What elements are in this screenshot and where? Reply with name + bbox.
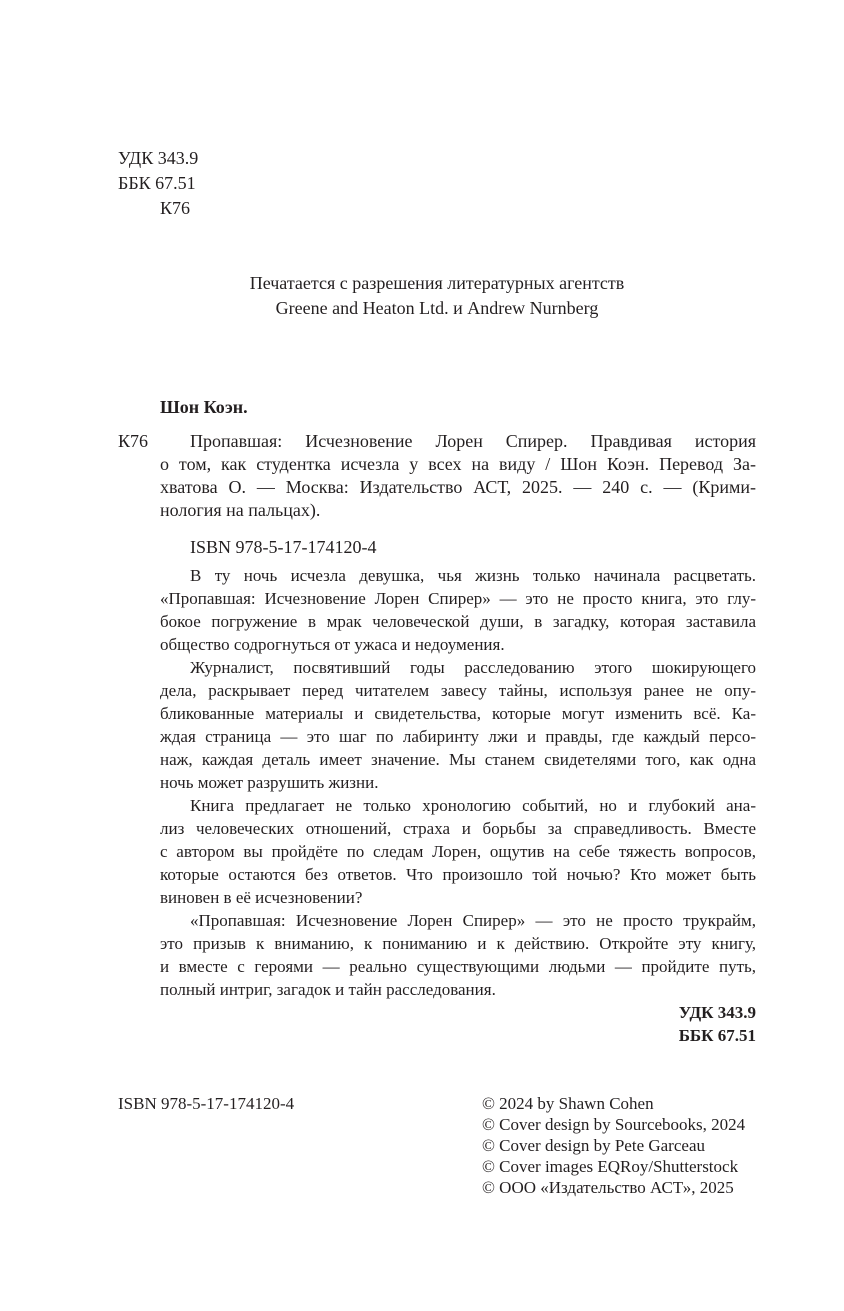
bbk-code: ББК 67.51 — [118, 173, 196, 193]
annotation — [160, 564, 756, 1047]
footer-isbn — [118, 1093, 294, 1114]
record-line: нология на пальцах). — [160, 500, 321, 520]
annotation-line: это призыв к вниманию, к пониманию и к действию. Откройте эту книгу, — [160, 934, 756, 953]
udk-code: УДК 343.9 — [118, 148, 199, 168]
classification-bottom — [160, 1001, 756, 1047]
udk-code: УДК 343.9 — [678, 1003, 756, 1022]
copyright-line: © 2024 by Shawn Cohen — [482, 1094, 654, 1113]
author-mark: К76 — [160, 198, 191, 218]
copyright-line: © Cover design by Pete Garceau — [482, 1136, 705, 1155]
annotation-line: бокое погружение в мрак человеческой души, в загадку, которая заставила — [160, 612, 756, 631]
permission-line: Greene and Heaton Ltd. и Andrew Nurnberg — [275, 298, 599, 318]
copyright-line: © ООО «Издательство АСТ», 2025 — [482, 1178, 734, 1197]
annotation-line: виновен в её исчезновении? — [160, 888, 363, 907]
annotation-line: «Пропавшая: Исчезновение Лорен Спирер» — это не просто трукрайм, — [190, 911, 756, 930]
classification-top — [118, 146, 198, 221]
bbk-code: ББК 67.51 — [678, 1026, 756, 1045]
annotation-line: лиз человеческих отношений, страха и борьбы за справедливость. Вместе — [160, 819, 756, 838]
record-line: Пропавшая: Исчезновение Лорен Спирер. Правдивая история — [190, 431, 756, 451]
annotation-line: с автором вы пройдёте по следам Лорен, ощутив на себе тяжесть вопросов, — [160, 842, 756, 861]
annotation-line: ждая страница — это шаг по лабиринту лжи и правды, где каждый персо- — [160, 727, 756, 746]
copyright-line: © Cover images EQRoy/Shutterstock — [482, 1157, 739, 1176]
annotation-line: бликованные материалы и свидетельства, которые могут изменить всё. Ка- — [160, 704, 756, 723]
bibliographic-record — [160, 430, 756, 559]
annotation-line: полный интриг, загадок и тайн расследования. — [160, 980, 496, 999]
annotation-line: ночь может разрушить жизни. — [160, 773, 379, 792]
annotation-line: и вместе с героями — реально существующими людьми — пройдите путь, — [160, 957, 756, 976]
annotation-paragraph — [160, 656, 756, 794]
author-name: Шон Коэн. — [160, 397, 248, 417]
permission-notice — [160, 271, 714, 321]
annotation-line: Журналист, посвятивший годы расследованию этого шокирующего — [190, 658, 756, 677]
record-author-mark — [118, 430, 148, 453]
isbn: ISBN 978-5-17-174120-4 — [118, 1094, 295, 1113]
annotation-line: Книга предлагает не только хронологию событий, но и глубокий ана- — [190, 796, 756, 815]
permission-line: Печатается с разрешения литературных агентств — [249, 273, 625, 293]
annotation-line: наж, каждая деталь имеет значение. Мы станем свидетелями того, как одна — [160, 750, 756, 769]
copyright-line: © Cover design by Sourcebooks, 2024 — [482, 1115, 746, 1134]
annotation-paragraph — [160, 564, 756, 656]
record-line: хватова О. — Москва: Издательство АСТ, 2025. — 240 с. — (Крими- — [160, 477, 756, 497]
annotation-line: дела, раскрывает перед читателем завесу тайны, используя ранее не опу- — [160, 681, 756, 700]
annotation-line: В ту ночь исчезла девушка, чья жизнь только начинала расцветать. — [190, 566, 756, 585]
record-line: о том, как студентка исчезла у всех на виду / Шон Коэн. Перевод За- — [160, 454, 756, 474]
annotation-paragraph — [160, 909, 756, 1001]
record-isbn: ISBN 978-5-17-174120-4 — [190, 537, 377, 557]
annotation-line: «Пропавшая: Исчезновение Лорен Спирер» — это не просто книга, это глу- — [160, 589, 756, 608]
annotation-paragraph — [160, 794, 756, 909]
annotation-line: которые остаются без ответов. Что произошло той ночью? Кто может быть — [160, 865, 756, 884]
copyright-block — [482, 1093, 745, 1198]
record-author — [160, 396, 248, 419]
author-mark: К76 — [118, 431, 149, 451]
annotation-line: общество содрогнуться от ужаса и недоумения. — [160, 635, 505, 654]
